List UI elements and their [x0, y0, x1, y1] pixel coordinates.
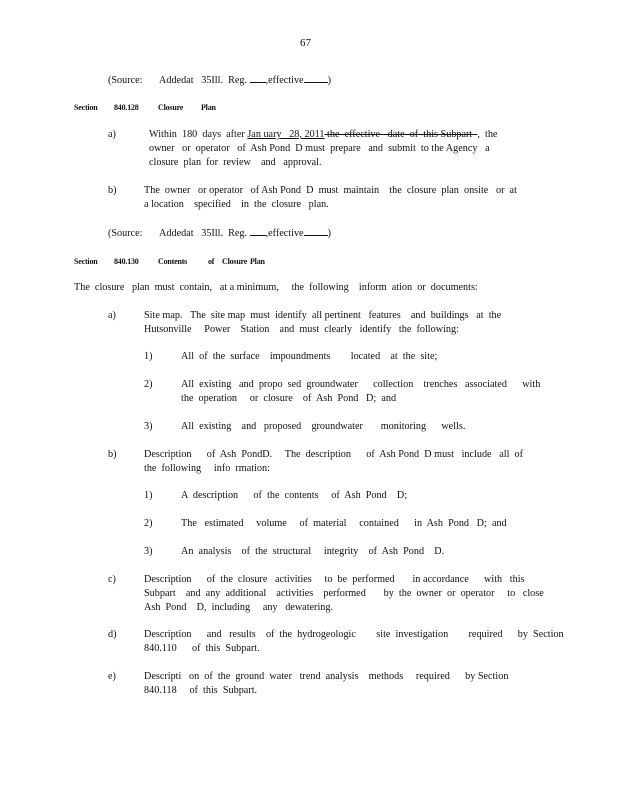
inserted-text: Jan uary 28, 2011	[247, 129, 325, 140]
sub-marker: 2)	[144, 379, 153, 390]
section-title-word: Contents	[158, 257, 188, 266]
source-prefix: (Source:	[108, 75, 143, 86]
sub-marker: 2)	[144, 518, 153, 529]
section-title-word: Plan	[250, 257, 265, 266]
section-number: 840.130	[114, 257, 139, 266]
effective-blank	[304, 225, 328, 236]
sub-item-line: All existing and proposed groundwater monitoring wells.	[181, 421, 466, 432]
text-run: , the	[477, 129, 498, 140]
list-marker: c)	[108, 574, 116, 585]
text-run: Within 180 days after	[149, 129, 248, 140]
section-title-word: Closure	[158, 103, 184, 112]
deleted-text: the effective date of this Subpart	[324, 129, 478, 140]
paragraph-line: Description of the closure activities to be performed in accordance with this	[144, 574, 525, 585]
section-number: 840.128	[114, 103, 139, 112]
paragraph-line: Hutsonville Power Station and must clearly identify the following:	[144, 324, 459, 335]
source-close: )	[327, 228, 331, 239]
source-register: Addedat 35Ill. Reg.	[159, 228, 248, 239]
source-effective: ,effective	[265, 75, 304, 86]
source-register: Addedat 35Ill. Reg.	[159, 75, 248, 86]
paragraph-line: Description and results of the hydrogeologic site investigation required by Section	[144, 629, 564, 640]
sub-marker: 1)	[144, 351, 153, 362]
list-marker: b)	[108, 449, 117, 460]
paragraph-line: owner or operator of Ash Pond D must prepare and submit to the Agency a	[149, 143, 490, 154]
list-marker: d)	[108, 629, 117, 640]
sub-marker: 3)	[144, 546, 153, 557]
list-marker: e)	[108, 671, 116, 682]
sub-item-line: An analysis of the structural integrity of Ash Pond D.	[181, 546, 445, 557]
paragraph-line: Description of Ash PondD. The description of Ash Pond D must include all of	[144, 449, 523, 460]
sub-item-line: All existing and propo sed groundwater collection trenches associated with	[181, 379, 541, 390]
sub-item-line: the operation or closure of Ash Pond D; and	[181, 393, 397, 404]
paragraph-line: 840.118 of this Subpart.	[144, 685, 258, 696]
paragraph-line	[149, 128, 497, 142]
list-marker: a)	[108, 310, 116, 321]
register-blank	[250, 72, 266, 83]
paragraph-line: Site map. The site map must identify all pertinent features and buildings at the	[144, 310, 502, 321]
paragraph-line: closure plan for review and approval.	[149, 157, 322, 168]
page-number: 67	[300, 37, 311, 49]
section-label: Section	[74, 103, 98, 112]
section-title-word: Plan	[201, 103, 216, 112]
sub-item-line: The estimated volume of material contained in Ash Pond D; and	[181, 518, 507, 529]
sub-marker: 1)	[144, 490, 153, 501]
source-note	[108, 225, 331, 241]
sub-item-line: All of the surface impoundments located at the site;	[181, 351, 438, 362]
effective-blank	[304, 72, 328, 83]
paragraph-line: Ash Pond D, including any dewatering.	[144, 602, 334, 613]
source-effective: ,effective	[265, 228, 304, 239]
source-close: )	[327, 75, 331, 86]
paragraph-line: 840.110 of this Subpart.	[144, 643, 260, 654]
section-title-word: of	[208, 257, 215, 266]
paragraph-line: Descripti on of the ground water trend analysis methods required by Section	[144, 671, 509, 682]
paragraph-line: The owner or operator of Ash Pond D must maintain the closure plan onsite or at	[144, 185, 517, 196]
sub-item-line: A description of the contents of Ash Pond D;	[181, 490, 408, 501]
sub-marker: 3)	[144, 421, 153, 432]
source-note	[108, 72, 331, 88]
list-marker: a)	[108, 129, 116, 140]
list-marker: b)	[108, 185, 117, 196]
paragraph-line: Subpart and any additional activities performed by the owner or operator to close	[144, 588, 544, 599]
intro-paragraph: The closure plan must contain, at a minimum, the following inform ation or documents:	[74, 282, 478, 293]
paragraph-line: the following info rmation:	[144, 463, 270, 474]
source-prefix: (Source:	[108, 228, 143, 239]
section-title-word: Closure	[222, 257, 248, 266]
register-blank	[250, 225, 266, 236]
paragraph-line: a location specified in the closure plan.	[144, 199, 329, 210]
section-label: Section	[74, 257, 98, 266]
